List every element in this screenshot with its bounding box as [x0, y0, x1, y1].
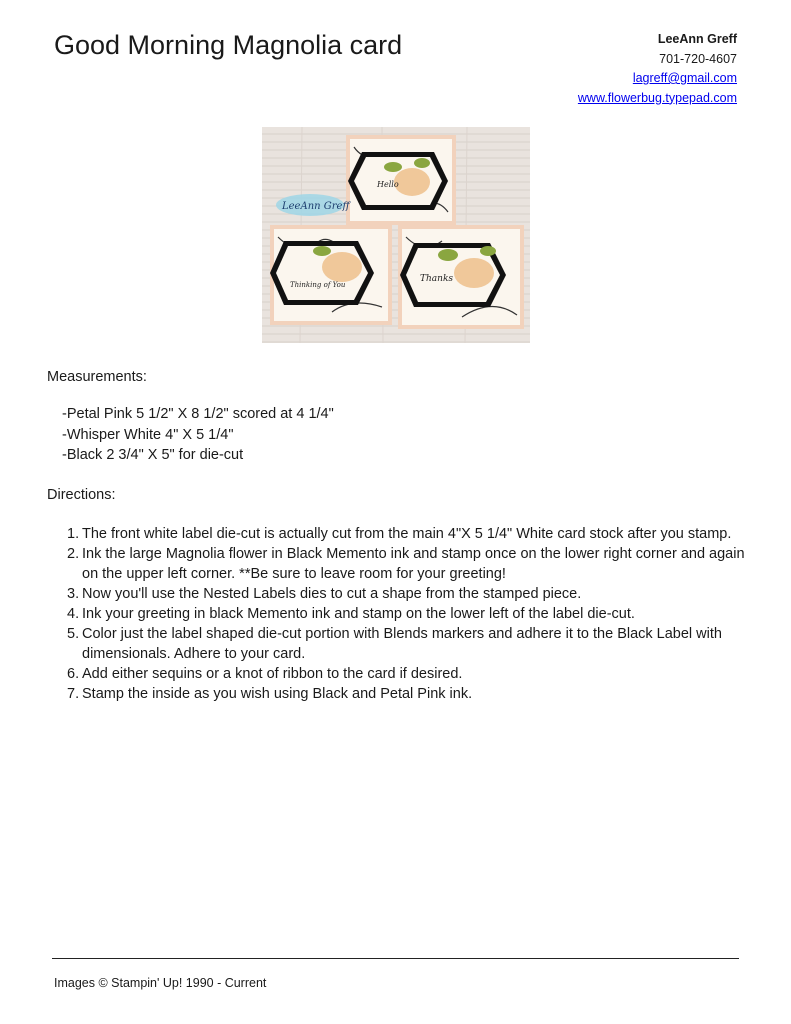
direction-step: 5. Color just the label shaped die-cut portion with Blends markers and adhere it to the Black Label with dimensionals. Adhere to your card. [67, 626, 722, 662]
measurement-item: -Whisper White 4" X 5 1/4" [62, 426, 234, 443]
footer-divider [52, 958, 739, 959]
measurement-item: -Petal Pink 5 1/2" X 8 1/2" scored at 4 1/4" [62, 406, 334, 422]
directions-label: Directions: [47, 487, 116, 503]
email-link[interactable]: lagreff@gmail.com [632, 71, 737, 85]
footer-copyright: Images © Stampin' Up! 1990 - Current [54, 976, 267, 990]
greeting-hello: Hello [377, 180, 399, 189]
measurements-list [62, 404, 334, 466]
direction-step: 4. Ink your greeting in black Memento ink and stamp on the lower left of the label die-cut. [67, 606, 635, 622]
greeting-thinking: Thinking of You [290, 281, 346, 289]
direction-step: 7. Stamp the inside as you wish using Black and Petal Pink ink. [67, 686, 473, 702]
directions-list [67, 524, 747, 704]
card-left [270, 225, 392, 325]
card-right [398, 225, 524, 329]
direction-step: 2. Ink the large Magnolia flower in Black Memento ink and stamp once on the lower right corner and again on the upper left corner. **Be sure to leave room for your greeting! [67, 546, 745, 582]
direction-step: 3. Now you'll use the Nested Labels dies to cut a shape from the stamped piece. [67, 586, 582, 602]
website-link[interactable]: www.flowerbug.typepad.com [577, 90, 737, 105]
author-name: LeeAnn Greff [657, 32, 737, 46]
svg-text:LeeAnn Greff: LeeAnn Greff [282, 201, 350, 212]
direction-step: 6. Add either sequins or a knot of ribbon to the card if desired. [67, 666, 463, 682]
greeting-thanks: Thanks [420, 274, 454, 284]
measurement-item: -Black 2 3/4" X 5" for die-cut [62, 447, 244, 463]
direction-step: 1. The front white label die-cut is actually cut from the main 4"X 5 1/4" White card stock after you stamp. [67, 526, 732, 542]
card-back [346, 135, 456, 225]
card-photo [262, 127, 530, 343]
phone-number: 701-720-4607 [659, 51, 737, 66]
page-title: Good Morning Magnolia card [54, 30, 403, 60]
contact-block [578, 30, 737, 108]
measurements-label: Measurements: [47, 369, 147, 385]
